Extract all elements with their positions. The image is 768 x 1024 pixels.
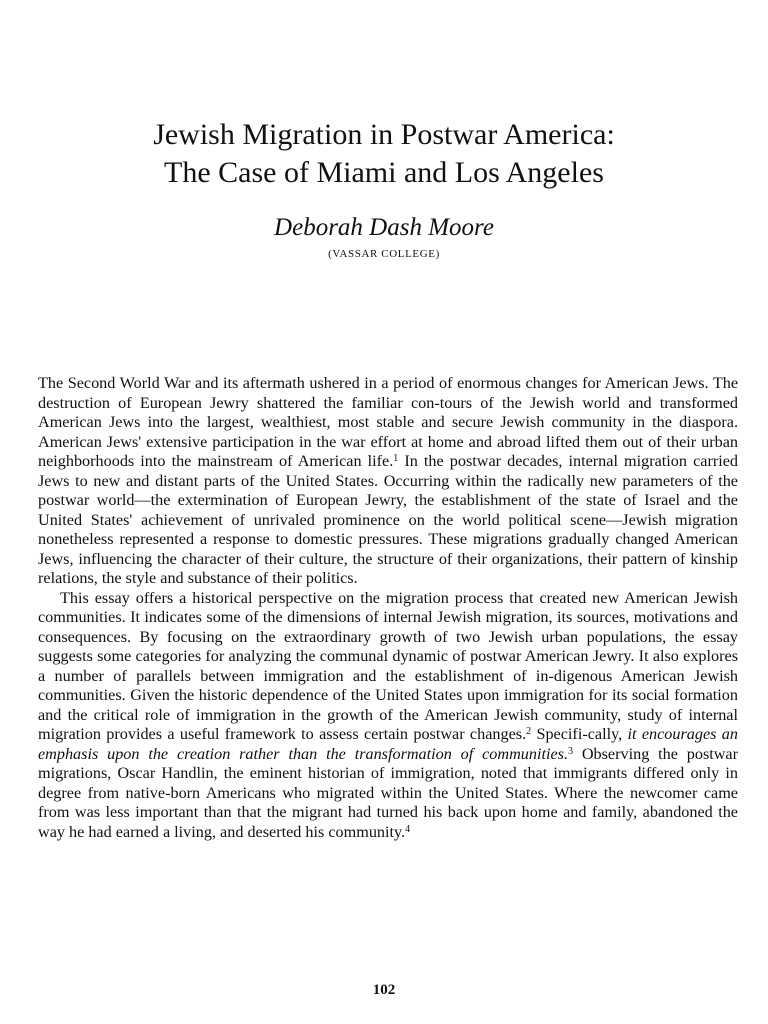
article-body: [38, 374, 738, 842]
author-name: Deborah Dash Moore: [274, 214, 494, 241]
paragraph-2-text-b: Specifi-cally,: [531, 725, 628, 743]
paragraph-2-text-a: This essay offers a historical perspective on the migration process that created new American Jewish communities. It indicates some of the dimensions of internal Jewish migration, its sources, motivations and consequences. By focusing on the extraordinary growth of two Jewish urban populations, the essay suggests some categories for analyzing the communal dynamic of postwar American Jewry. It also explores a number of parallels between immigration and the establishment of in-digenous American Jewish communities. Given the historic dependence of the United States upon immigration for its social formation and the critical role of immigration in the growth of the American Jewish community, study of internal migration provides a useful framework to assess certain postwar changes.: [38, 588, 738, 743]
title-line-1: Jewish Migration in Postwar America:: [153, 118, 615, 151]
page-number: 102: [372, 982, 396, 998]
title-line-2: The Case of Miami and Los Angeles: [164, 156, 604, 189]
paragraph-2: [38, 589, 738, 843]
paragraph-2-text-c: Observing the postwar migrations, Oscar Handlin, the eminent historian of immigration, noted that immigrants differed only in degree from native-born Americans who migrated within the United States. Where the newcomer came from was less important than that the migrant had turned his back upon home and family, abandoned the way he had earned a living, and deserted his community.: [38, 744, 739, 841]
footnote-ref-3: 3: [568, 745, 573, 757]
article-title: [0, 116, 768, 192]
paragraph-1: [38, 374, 738, 589]
paragraph-2-emphasis: it encourages an emphasis upon the creation rather than the transformation of communities.: [38, 725, 738, 763]
footnote-ref-4: 4: [405, 823, 411, 835]
author-affiliation: (VASSAR COLLEGE): [328, 248, 440, 260]
footnote-ref-1: 1: [393, 453, 399, 464]
paragraph-1-text-b: In the postwar decades, internal migration carried Jews to new and distant parts of the United States. Occurring within the radically new parameters of the postwar world—the extermination of European Jewry, the establishment of the state of Israel and the United States' achievement of unrivaled prominence on the world political scene—Jewish migration nonetheless represented a response to domestic pressures. These migrations gradually changed American Jews, influencing the character of their culture, the structure of their organizations, their pattern of kinship relations, the style and substance of their politics.: [38, 452, 738, 587]
paragraph-1-text-a: The Second World War and its aftermath ushered in a period of enormous changes for American Jews. The destruction of European Jewry shattered the familiar con-tours of the Jewish world and transformed American Jews into the largest, wealthiest, most stable and secure Jewish community in the diaspora. American Jews' extensive participation in the war effort at home and abroad lifted them out of their urban neighborhoods into the mainstream of American life.: [38, 374, 738, 470]
footnote-ref-2: 2: [526, 726, 532, 737]
